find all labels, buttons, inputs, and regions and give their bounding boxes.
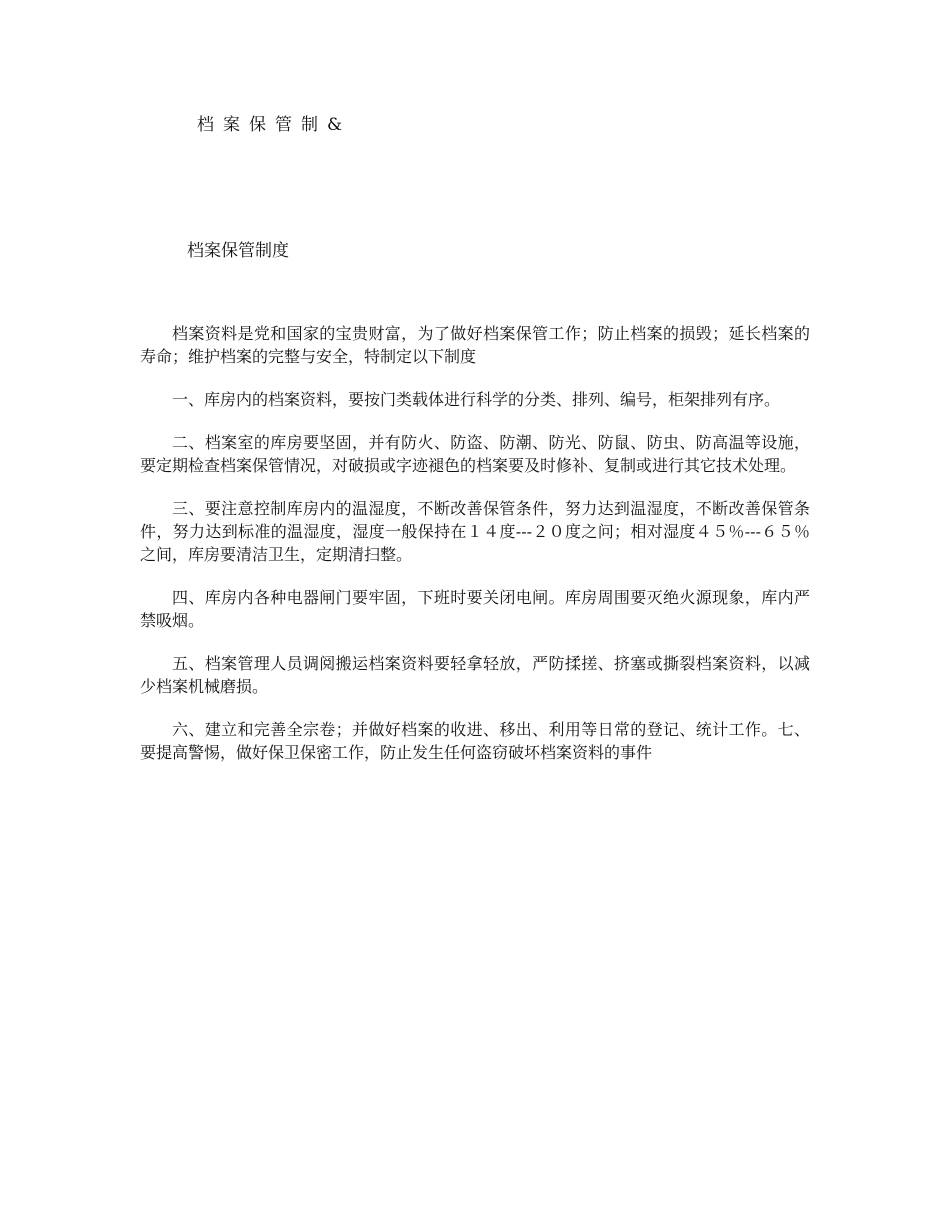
- rule-paragraph-4: 四、库房内各种电器闸门要牢固，下班时要关闭电闸。库房周围要灭绝火源现象，库内严禁吸烟。: [140, 588, 810, 630]
- rule-paragraph-1: 一、库房内的档案资料，要按门类载体进行科学的分类、排列、编号，柜架排列有序。: [172, 390, 781, 409]
- rule-paragraph-5: 五、档案管理人员调阅搬运档案资料要轻拿轻放，严防揉搓、挤塞或撕裂档案资料，以减少档案机械磨损。: [140, 654, 810, 696]
- document-body: [140, 322, 810, 784]
- rule-paragraph-6-7: 六、建立和完善全宗卷；并做好档案的收进、移出、利用等日常的登记、统计工作。七、要提高警惕，做好保卫保密工作，防止发生任何盗窃破坏档案资料的事件: [140, 720, 810, 762]
- document-header: 档案保管制&: [197, 115, 352, 135]
- intro-paragraph: 档案资料是党和国家的宝贵财富，为了做好档案保管工作；防止档案的损毁；延长档案的寿命；维护档案的完整与安全，特制定以下制度: [140, 324, 810, 366]
- rule-paragraph-3: 三、要注意控制库房内的温湿度，不断改善保管条件，努力达到温湿度，不断改善保管条件，努力达到标准的温湿度，湿度一般保持在１４度---２０度之问；相对湿度４５％---６５％之间，库房要清洁卫生，定期清扫整。: [140, 499, 810, 564]
- document-title: 档案保管制度: [187, 241, 289, 261]
- rule-paragraph-2: 二、档案室的库房要坚固，并有防火、防盗、防潮、防光、防鼠、防虫、防高温等设施，要定期检查档案保管情况，对破损或字迹褪色的档案要及时修补、复制或进行其它技术处理。: [140, 433, 810, 475]
